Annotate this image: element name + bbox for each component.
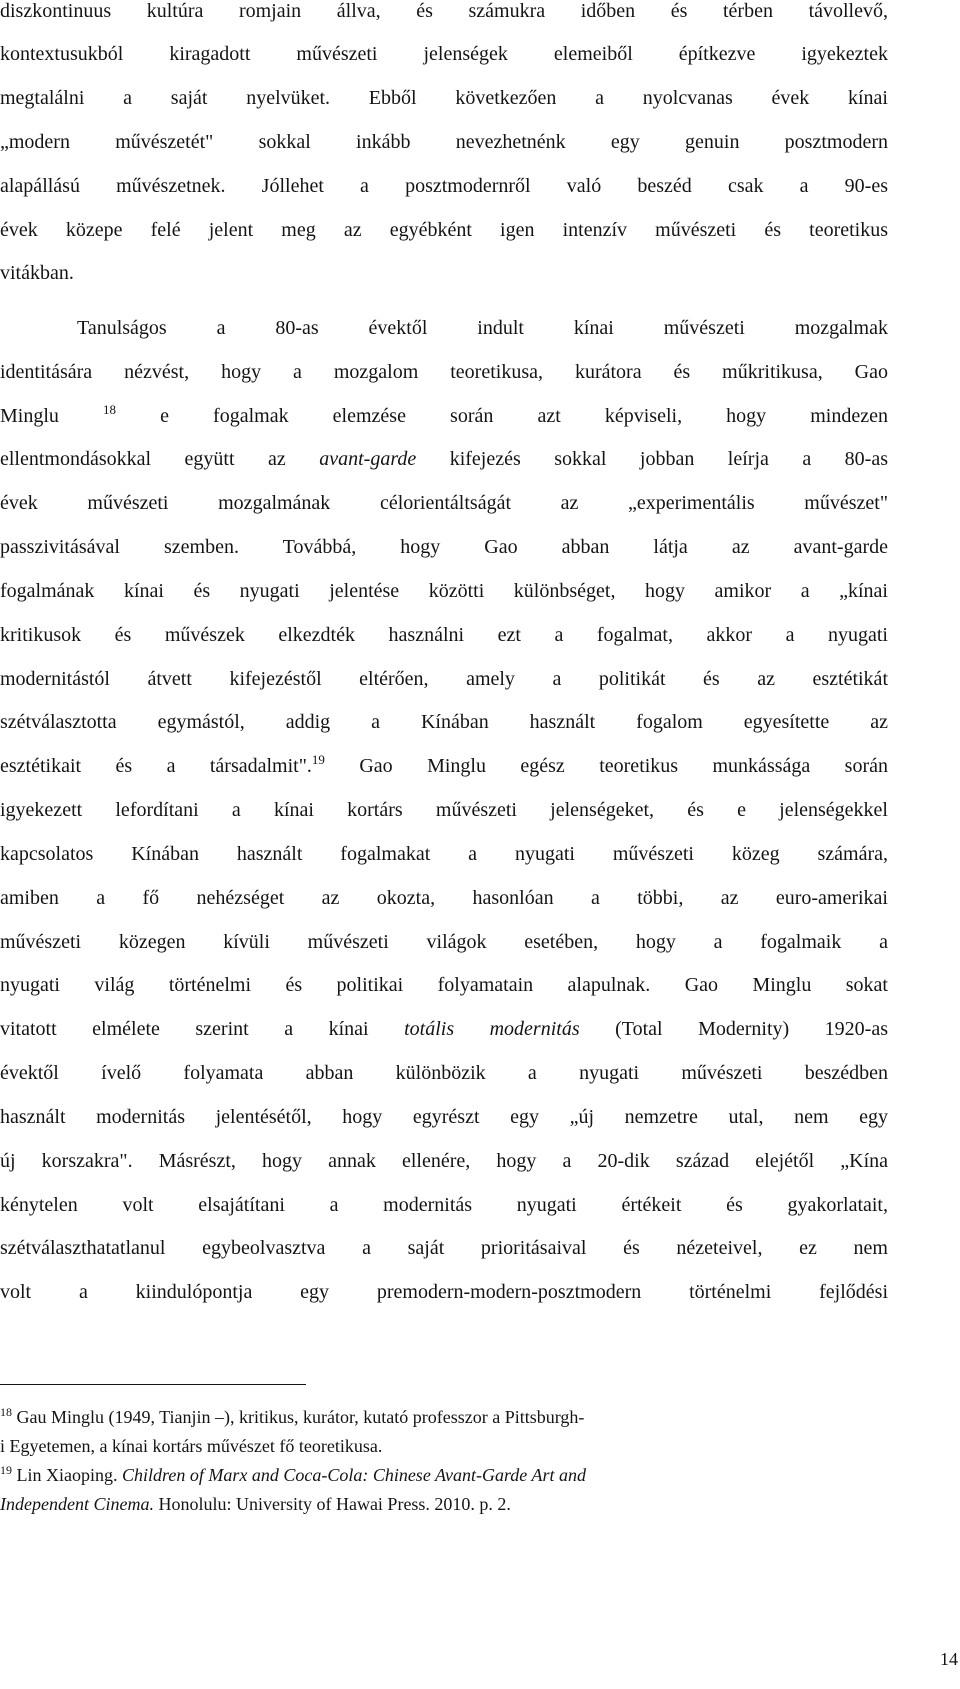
body-line: évek közepe felé jelent meg az egyébként igen intenzív művészeti és teoretikus bbox=[0, 219, 888, 241]
body-line: kritikusok és művészek elkezdték használni ezt a fogalmat, akkor a nyugati bbox=[0, 624, 888, 646]
body-line: Minglu $^{18}$ e fogalmak elemzése során azt képviseli, hogy mindezen bbox=[0, 402, 888, 427]
body-line: megtalálni a saját nyelvüket. Ebből következően a nyolcvanas évek kínai bbox=[0, 87, 888, 109]
book-title: Independent Cinema. bbox=[0, 1494, 154, 1514]
body-line: használt modernitás jelentésétől, hogy egyrészt egy „új nemzetre utal, nem egy bbox=[0, 1106, 888, 1128]
body-line: kapcsolatos Kínában használt fogalmakat a nyugati művészeti közeg számára, bbox=[0, 843, 888, 865]
footnote-separator bbox=[0, 1384, 306, 1385]
body-line: volt a kiindulópontja egy premodern-modern-posztmodern történelmi fejlődési bbox=[0, 1281, 888, 1303]
body-line: ellentmondásokkal együtt az avant-garde kifejezés sokkal jobban leírja a 80-as bbox=[0, 448, 889, 470]
body-line: diszkontinuus kultúra romjain állva, és számukra időben és térben távollevő, bbox=[0, 0, 888, 22]
footnote-18: $^{18}$ Gau Minglu (1949, Tianjin –), kritikus, kurátor, kutató professzor a Pittsburgh- bbox=[0, 1405, 585, 1427]
body-line: vitákban. bbox=[0, 262, 74, 284]
body-line: szétválaszthatatlanul egybeolvasztva a saját prioritásaival és nézeteivel, ez nem bbox=[0, 1237, 888, 1259]
body-line: modernitástól átvett kifejezéstől eltérően, amely a politikát és az esztétikát bbox=[0, 668, 888, 690]
body-line: esztétikait és a társadalmit".$^{19}$ Gao Minglu egész teoretikus munkássága során bbox=[0, 752, 888, 777]
body-line: évek művészeti mozgalmának célorientáltságát az „experimentális művészet" bbox=[0, 492, 888, 514]
footnote-ref: 19 bbox=[311, 752, 325, 767]
body-line: nyugati világ történelmi és politikai folyamatain alapulnak. Gao Minglu sokat bbox=[0, 974, 888, 996]
body-line: szétválasztotta egymástól, addig a Kínában használt fogalom egyesítette az bbox=[0, 711, 888, 733]
body-line: „modern művészetét" sokkal inkább nevezhetnénk egy genuin posztmodern bbox=[0, 131, 888, 153]
body-line: fogalmának kínai és nyugati jelentése közötti különbséget, hogy amikor a „kínai bbox=[0, 580, 888, 602]
footnote-19-cont: Independent Cinema. Honolulu: University of Hawai Press. 2010. p. 2. bbox=[0, 1494, 511, 1514]
footnote-18-cont: i Egyetemen, a kínai kortárs művészet fő teoretikusa. bbox=[0, 1436, 383, 1456]
body-line: művészeti közegen kívüli művészeti világok esetében, hogy a fogalmaik a bbox=[0, 931, 888, 953]
body-line: alapállású művészetnek. Jóllehet a posztmodernről való beszéd csak a 90-es bbox=[0, 175, 888, 197]
body-line: Tanulságos a 80-as évektől indult kínai művészeti mozgalmak bbox=[77, 317, 888, 339]
footnote-ref: 18 bbox=[103, 402, 116, 417]
body-line: évektől ívelő folyamata abban különbözik a nyugati művészeti beszédben bbox=[0, 1062, 888, 1084]
body-line: passzivitásával szemben. Továbbá, hogy Gao abban látja az avant-garde bbox=[0, 536, 888, 558]
body-line: amiben a fő nehézséget az okozta, hasonlóan a többi, az euro-amerikai bbox=[0, 887, 888, 909]
body-line: identitására nézvést, hogy a mozgalom teoretikusa, kurátora és műkritikusa, Gao bbox=[0, 361, 888, 383]
book-title: Children of Marx and Coca-Cola: Chinese Avant-Garde Art and bbox=[122, 1465, 586, 1485]
footnote-19: $^{19}$ Lin Xiaoping. Children of Marx and Coca-Cola: Chinese Avant-Garde Art and bbox=[0, 1463, 586, 1485]
body-line: vitatott elmélete szerint a kínai totális modernitás (Total Modernity) 1920-as bbox=[0, 1018, 888, 1040]
body-line: új korszakra". Másrészt, hogy annak ellenére, hogy a 20-dik század elejétől „Kína bbox=[0, 1150, 888, 1172]
page-number: 14 bbox=[940, 1649, 958, 1669]
emphasis: totális modernitás bbox=[404, 1018, 580, 1040]
emphasis: avant-garde bbox=[319, 448, 417, 470]
footnote-marker: 19 bbox=[0, 1463, 12, 1477]
footnote-marker: 18 bbox=[0, 1405, 12, 1419]
body-line: igyekezett lefordítani a kínai kortárs művészeti jelenségeket, és e jelenségekkel bbox=[0, 799, 888, 821]
body-line: kénytelen volt elsajátítani a modernitás nyugati értékeit és gyakorlatait, bbox=[0, 1194, 888, 1216]
body-line: kontextusukból kiragadott művészeti jelenségek elemeiből építkezve igyekeztek bbox=[0, 43, 888, 65]
